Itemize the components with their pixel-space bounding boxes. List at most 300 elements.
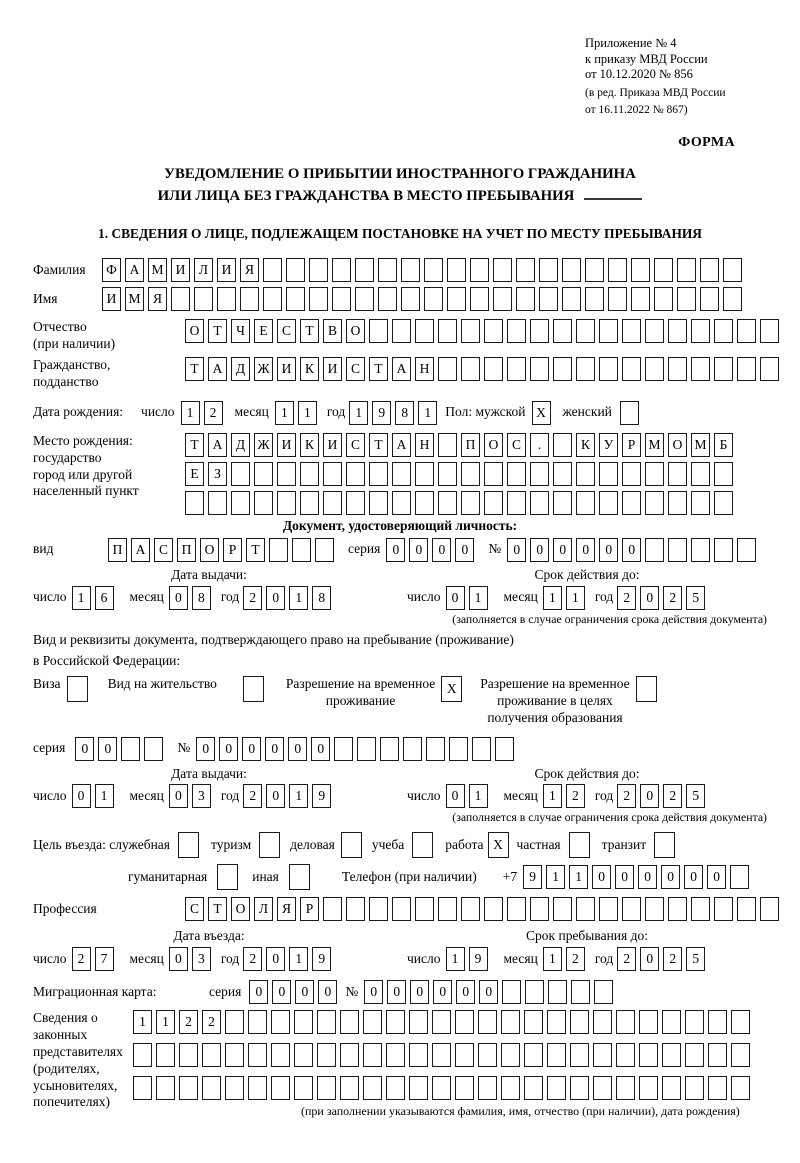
char-box[interactable]: Т [208,897,227,921]
char-box[interactable]: 0 [272,980,291,1004]
char-box[interactable]: Т [369,357,388,381]
char-box[interactable]: 0 [410,980,429,1004]
char-box[interactable]: 0 [387,980,406,1004]
char-box[interactable]: 0 [455,538,474,562]
char-box[interactable] [737,538,756,562]
char-box[interactable]: 2 [663,947,682,971]
char-box[interactable] [524,1010,543,1034]
char-box[interactable] [461,897,480,921]
char-box[interactable] [616,1076,635,1100]
char-box[interactable] [426,737,445,761]
char-box[interactable] [668,491,687,515]
char-box[interactable] [133,1076,152,1100]
char-box[interactable] [185,491,204,515]
char-box[interactable] [409,1010,428,1034]
char-box[interactable]: П [461,433,480,457]
char-box[interactable]: 0 [684,865,703,889]
char-box[interactable] [668,357,687,381]
char-box[interactable] [631,258,650,282]
char-box[interactable] [363,1010,382,1034]
char-box[interactable] [378,258,397,282]
char-box[interactable] [576,357,595,381]
char-box[interactable]: 3 [192,784,211,808]
char-box[interactable] [668,462,687,486]
char-box[interactable]: И [277,357,296,381]
char-box[interactable]: 0 [530,538,549,562]
char-box[interactable] [461,319,480,343]
char-box[interactable]: 9 [523,865,542,889]
char-box[interactable] [432,1043,451,1067]
char-box[interactable] [438,319,457,343]
char-box[interactable] [662,1043,681,1067]
char-box[interactable]: 0 [169,947,188,971]
char-box[interactable] [401,287,420,311]
char-box[interactable] [340,1076,359,1100]
char-box[interactable] [217,287,236,311]
char-box[interactable] [484,462,503,486]
char-box[interactable] [631,287,650,311]
char-box[interactable] [507,357,526,381]
char-box[interactable]: 8 [192,586,211,610]
char-box[interactable]: Я [277,897,296,921]
char-box[interactable]: М [148,258,167,282]
char-box[interactable] [553,357,572,381]
char-box[interactable] [300,491,319,515]
char-box[interactable] [294,1010,313,1034]
char-box[interactable]: С [507,433,526,457]
char-box[interactable] [714,538,733,562]
char-box[interactable] [392,319,411,343]
char-box[interactable] [470,287,489,311]
char-box[interactable] [524,1043,543,1067]
char-box[interactable] [714,491,733,515]
char-box[interactable]: 0 [266,586,285,610]
char-box[interactable]: 1 [566,586,585,610]
char-box[interactable]: И [323,433,342,457]
char-box[interactable]: О [346,319,365,343]
char-box[interactable] [548,980,567,1004]
char-box[interactable]: 2 [617,947,636,971]
char-box[interactable] [645,462,664,486]
char-box[interactable] [415,462,434,486]
char-box[interactable] [760,357,779,381]
char-box[interactable] [553,897,572,921]
char-box[interactable] [691,319,710,343]
char-box[interactable] [294,1076,313,1100]
char-box[interactable]: П [108,538,127,562]
char-box[interactable]: 0 [266,784,285,808]
char-box[interactable] [470,258,489,282]
char-box[interactable] [723,258,742,282]
char-box[interactable] [731,1076,750,1100]
char-box[interactable]: 1 [569,865,588,889]
char-box[interactable]: Л [254,897,273,921]
char-box[interactable] [731,1010,750,1034]
char-box[interactable] [346,491,365,515]
char-box[interactable] [708,1010,727,1034]
char-box[interactable]: Е [185,462,204,486]
char-box[interactable] [309,287,328,311]
residence-permit-checkbox[interactable] [243,676,264,702]
char-box[interactable] [240,287,259,311]
char-box[interactable]: 0 [311,737,330,761]
char-box[interactable] [576,462,595,486]
char-box[interactable]: 0 [456,980,475,1004]
char-box[interactable] [495,737,514,761]
char-box[interactable] [194,287,213,311]
char-box[interactable]: 5 [686,784,705,808]
char-box[interactable] [639,1010,658,1034]
char-box[interactable]: О [668,433,687,457]
char-box[interactable] [700,287,719,311]
char-box[interactable] [501,1076,520,1100]
char-box[interactable] [323,462,342,486]
char-box[interactable] [616,1043,635,1067]
visa-checkbox[interactable] [67,676,88,702]
char-box[interactable] [737,319,756,343]
char-box[interactable]: 0 [409,538,428,562]
char-box[interactable] [263,287,282,311]
char-box[interactable]: 2 [243,784,262,808]
char-box[interactable] [668,897,687,921]
char-box[interactable]: О [231,897,250,921]
char-box[interactable]: 2 [202,1010,221,1034]
purpose-study-checkbox[interactable] [412,832,433,858]
char-box[interactable] [263,258,282,282]
char-box[interactable] [645,357,664,381]
char-box[interactable]: 0 [432,538,451,562]
char-box[interactable] [622,491,641,515]
char-box[interactable] [547,1076,566,1100]
char-box[interactable] [225,1076,244,1100]
char-box[interactable]: У [599,433,618,457]
char-box[interactable]: 0 [446,784,465,808]
purpose-work-checkbox[interactable]: X [488,832,509,858]
char-box[interactable]: Т [185,357,204,381]
char-box[interactable] [461,357,480,381]
char-box[interactable] [315,538,334,562]
char-box[interactable]: М [645,433,664,457]
char-box[interactable] [714,319,733,343]
char-box[interactable] [691,897,710,921]
char-box[interactable] [530,491,549,515]
char-box[interactable] [507,491,526,515]
char-box[interactable]: М [125,287,144,311]
char-box[interactable]: Я [148,287,167,311]
char-box[interactable] [369,319,388,343]
char-box[interactable]: 1 [289,586,308,610]
char-box[interactable] [317,1076,336,1100]
char-box[interactable]: В [323,319,342,343]
char-box[interactable] [484,357,503,381]
char-box[interactable]: 0 [576,538,595,562]
char-box[interactable]: 1 [543,586,562,610]
char-box[interactable]: 1 [289,947,308,971]
char-box[interactable]: Е [254,319,273,343]
char-box[interactable]: 0 [599,538,618,562]
char-box[interactable] [553,491,572,515]
char-box[interactable]: 0 [592,865,611,889]
char-box[interactable] [415,491,434,515]
char-box[interactable] [323,897,342,921]
char-box[interactable] [654,258,673,282]
char-box[interactable] [438,433,457,457]
char-box[interactable] [179,1043,198,1067]
char-box[interactable]: 0 [640,784,659,808]
char-box[interactable]: 1 [469,586,488,610]
char-box[interactable]: А [392,433,411,457]
char-box[interactable]: 0 [72,784,91,808]
char-box[interactable] [300,462,319,486]
char-box[interactable] [424,258,443,282]
char-box[interactable] [484,897,503,921]
char-box[interactable] [346,462,365,486]
char-box[interactable] [616,1010,635,1034]
char-box[interactable] [369,462,388,486]
char-box[interactable] [332,287,351,311]
char-box[interactable] [530,897,549,921]
char-box[interactable] [501,1043,520,1067]
char-box[interactable] [461,462,480,486]
char-box[interactable] [622,897,641,921]
char-box[interactable]: 0 [638,865,657,889]
char-box[interactable]: 0 [318,980,337,1004]
char-box[interactable] [530,319,549,343]
char-box[interactable]: 1 [133,1010,152,1034]
char-box[interactable]: 0 [266,947,285,971]
char-box[interactable]: 0 [219,737,238,761]
char-box[interactable] [599,462,618,486]
char-box[interactable]: 9 [312,947,331,971]
char-box[interactable] [730,865,749,889]
char-box[interactable] [277,491,296,515]
char-box[interactable]: 0 [249,980,268,1004]
char-box[interactable] [286,258,305,282]
char-box[interactable] [622,357,641,381]
char-box[interactable] [332,258,351,282]
char-box[interactable] [594,980,613,1004]
char-box[interactable]: 5 [686,586,705,610]
char-box[interactable]: 1 [275,401,294,425]
char-box[interactable]: 0 [640,586,659,610]
char-box[interactable] [447,258,466,282]
char-box[interactable] [576,897,595,921]
char-box[interactable] [645,538,664,562]
char-box[interactable] [599,319,618,343]
char-box[interactable] [599,897,618,921]
char-box[interactable] [369,491,388,515]
char-box[interactable] [539,287,558,311]
char-box[interactable] [248,1043,267,1067]
char-box[interactable] [608,258,627,282]
char-box[interactable]: А [208,433,227,457]
char-box[interactable]: С [154,538,173,562]
char-box[interactable] [208,491,227,515]
purpose-business-checkbox[interactable] [341,832,362,858]
char-box[interactable]: Н [415,433,434,457]
char-box[interactable]: 0 [640,947,659,971]
char-box[interactable]: П [177,538,196,562]
char-box[interactable] [708,1076,727,1100]
char-box[interactable] [271,1043,290,1067]
char-box[interactable] [292,538,311,562]
char-box[interactable] [654,287,673,311]
char-box[interactable]: Ф [102,258,121,282]
char-box[interactable]: 0 [169,586,188,610]
char-box[interactable] [553,319,572,343]
char-box[interactable] [438,462,457,486]
char-box[interactable]: 1 [543,784,562,808]
char-box[interactable]: К [576,433,595,457]
char-box[interactable] [507,319,526,343]
char-box[interactable] [760,897,779,921]
char-box[interactable]: Т [246,538,265,562]
char-box[interactable]: 0 [386,538,405,562]
char-box[interactable] [432,1076,451,1100]
char-box[interactable]: Ч [231,319,250,343]
char-box[interactable] [432,1010,451,1034]
char-box[interactable] [493,287,512,311]
char-box[interactable] [622,319,641,343]
char-box[interactable] [484,319,503,343]
char-box[interactable]: И [323,357,342,381]
char-box[interactable]: Б [714,433,733,457]
char-box[interactable]: 0 [661,865,680,889]
char-box[interactable] [599,357,618,381]
char-box[interactable] [547,1010,566,1034]
char-box[interactable] [478,1076,497,1100]
char-box[interactable]: Я [240,258,259,282]
char-box[interactable]: Т [208,319,227,343]
char-box[interactable] [401,258,420,282]
char-box[interactable] [700,258,719,282]
char-box[interactable] [355,258,374,282]
char-box[interactable]: 0 [446,586,465,610]
char-box[interactable]: 2 [204,401,223,425]
char-box[interactable]: Р [300,897,319,921]
char-box[interactable] [438,897,457,921]
char-box[interactable]: 1 [298,401,317,425]
char-box[interactable] [363,1076,382,1100]
char-box[interactable] [708,1043,727,1067]
char-box[interactable] [507,897,526,921]
char-box[interactable] [685,1010,704,1034]
char-box[interactable]: 7 [95,947,114,971]
char-box[interactable] [516,258,535,282]
char-box[interactable] [731,1043,750,1067]
purpose-other-checkbox[interactable] [289,864,310,890]
char-box[interactable]: Р [223,538,242,562]
char-box[interactable] [438,357,457,381]
char-box[interactable] [570,1076,589,1100]
char-box[interactable] [403,737,422,761]
char-box[interactable] [723,287,742,311]
char-box[interactable] [254,491,273,515]
char-box[interactable]: А [125,258,144,282]
char-box[interactable] [668,319,687,343]
char-box[interactable] [530,462,549,486]
char-box[interactable] [645,897,664,921]
char-box[interactable]: Т [300,319,319,343]
char-box[interactable]: 0 [288,737,307,761]
char-box[interactable] [484,491,503,515]
char-box[interactable] [363,1043,382,1067]
char-box[interactable] [622,462,641,486]
char-box[interactable] [760,319,779,343]
char-box[interactable]: 1 [418,401,437,425]
char-box[interactable] [409,1076,428,1100]
char-box[interactable]: Т [369,433,388,457]
char-box[interactable] [714,462,733,486]
char-box[interactable] [277,462,296,486]
char-box[interactable]: 8 [312,586,331,610]
char-box[interactable] [286,287,305,311]
char-box[interactable]: 2 [243,586,262,610]
char-box[interactable]: 1 [95,784,114,808]
char-box[interactable] [539,258,558,282]
char-box[interactable] [455,1076,474,1100]
char-box[interactable] [317,1010,336,1034]
purpose-transit-checkbox[interactable] [654,832,675,858]
char-box[interactable]: М [691,433,710,457]
char-box[interactable]: О [200,538,219,562]
char-box[interactable] [231,491,250,515]
char-box[interactable] [691,538,710,562]
char-box[interactable]: 2 [663,784,682,808]
char-box[interactable]: 9 [469,947,488,971]
char-box[interactable] [478,1010,497,1034]
char-box[interactable]: А [208,357,227,381]
char-box[interactable] [562,287,581,311]
char-box[interactable]: Л [194,258,213,282]
char-box[interactable]: 0 [479,980,498,1004]
char-box[interactable]: З [208,462,227,486]
char-box[interactable]: 0 [242,737,261,761]
char-box[interactable]: 1 [446,947,465,971]
char-box[interactable] [392,462,411,486]
char-box[interactable]: Д [231,357,250,381]
char-box[interactable]: 2 [617,586,636,610]
char-box[interactable]: А [392,357,411,381]
char-box[interactable] [455,1010,474,1034]
char-box[interactable] [608,287,627,311]
char-box[interactable] [593,1076,612,1100]
char-box[interactable] [525,980,544,1004]
char-box[interactable]: 0 [433,980,452,1004]
char-box[interactable] [547,1043,566,1067]
char-box[interactable]: 0 [265,737,284,761]
char-box[interactable]: 2 [72,947,91,971]
char-box[interactable] [668,538,687,562]
char-box[interactable] [599,491,618,515]
temp-residence-checkbox[interactable]: X [441,676,462,702]
char-box[interactable] [386,1043,405,1067]
char-box[interactable] [677,258,696,282]
char-box[interactable] [424,287,443,311]
char-box[interactable] [507,462,526,486]
char-box[interactable] [737,357,756,381]
char-box[interactable] [714,357,733,381]
char-box[interactable] [455,1043,474,1067]
char-box[interactable]: Т [185,433,204,457]
char-box[interactable] [571,980,590,1004]
char-box[interactable]: 1 [469,784,488,808]
char-box[interactable] [737,897,756,921]
char-box[interactable] [472,737,491,761]
char-box[interactable] [502,980,521,1004]
char-box[interactable] [501,1010,520,1034]
char-box[interactable]: 0 [507,538,526,562]
